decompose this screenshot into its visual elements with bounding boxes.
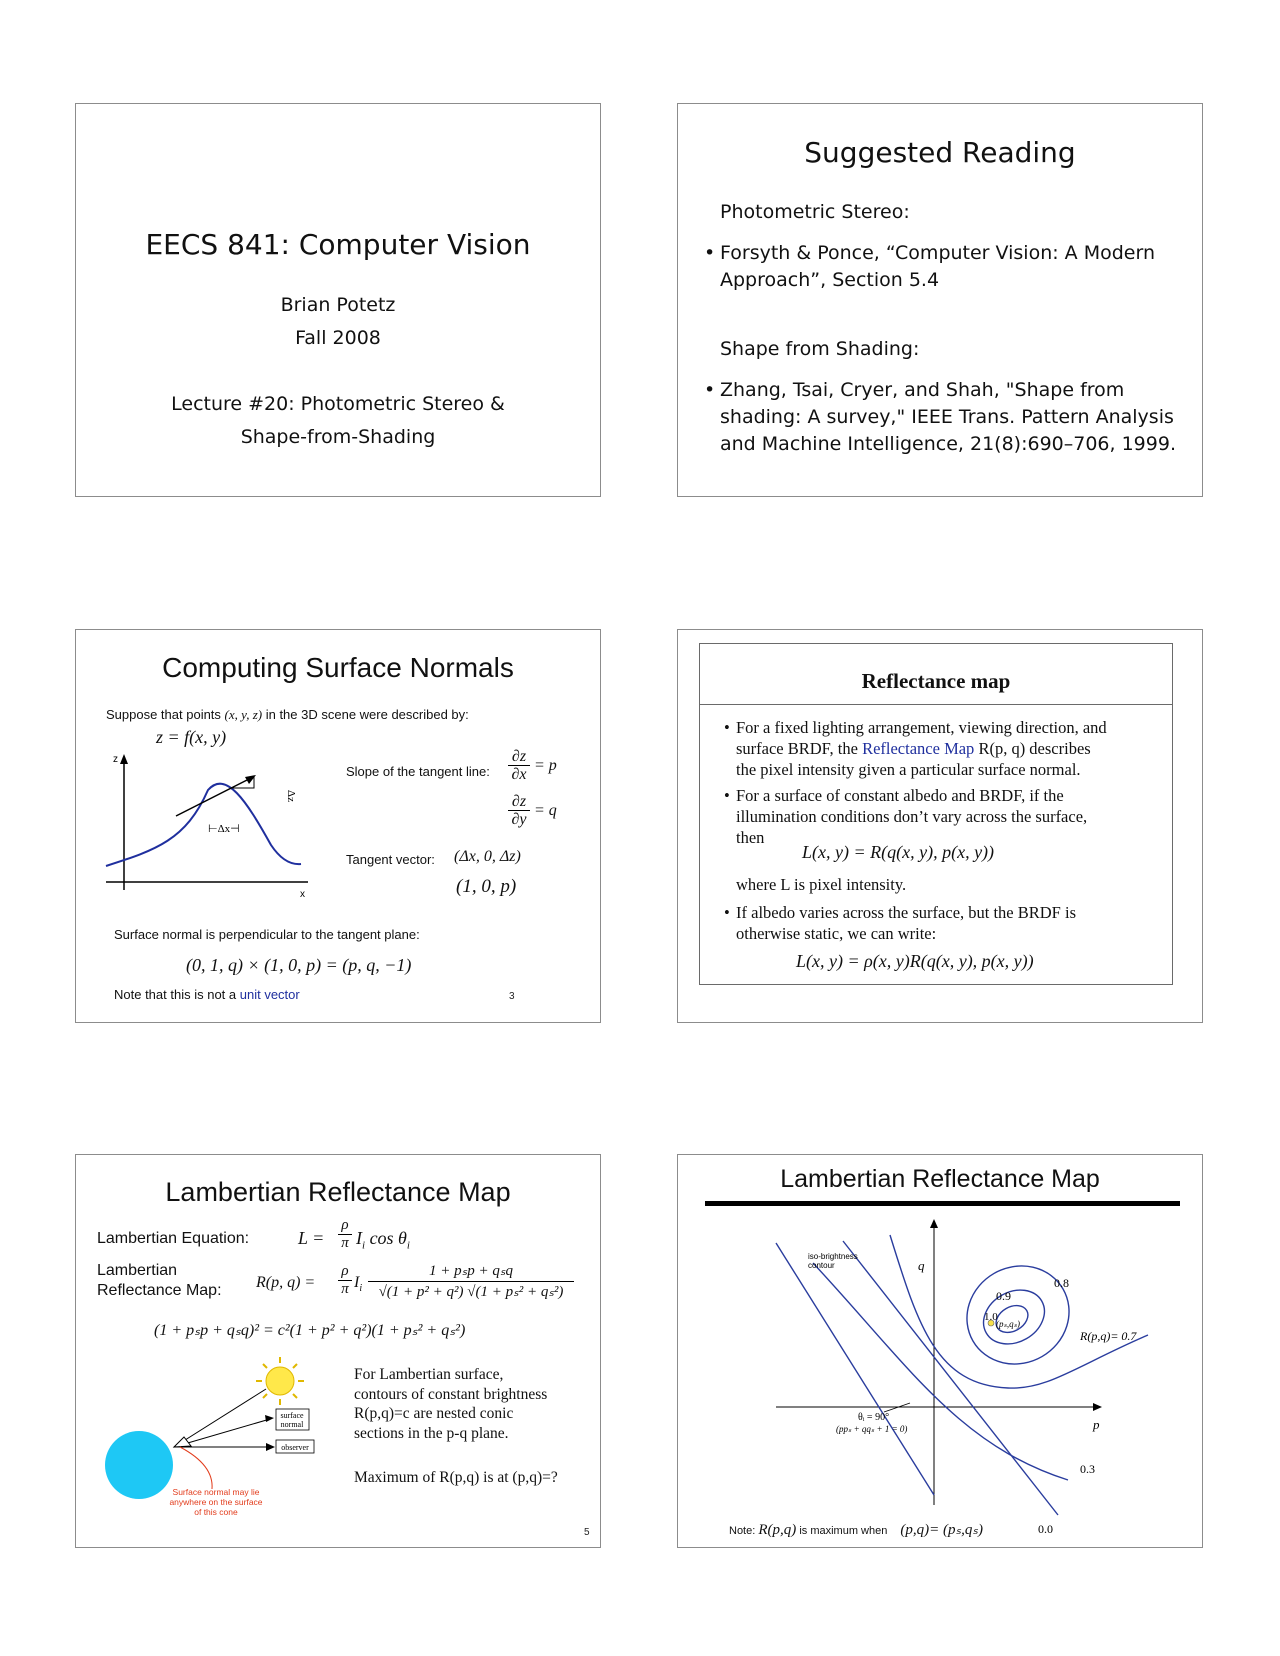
delta-z-label: Δz: [285, 790, 297, 802]
eq-1: L(x, y) = R(q(x, y), p(x, y)): [802, 842, 995, 862]
label-10: 1.0: [984, 1311, 998, 1323]
cross-product-eq: (0, 1, q) × (1, 0, p) = (p, q, −1): [186, 955, 412, 975]
conic-eq: (1 + pₛp + qₛq)² = c²(1 + p² + q²)(1 + pₛ² + qₛ²): [154, 1322, 466, 1339]
slide-heading: Lambertian Reflectance Map: [780, 1165, 1100, 1193]
section-photometric: Photometric Stereo:: [720, 201, 910, 223]
note: [114, 987, 300, 1002]
para-line: R(p,q)=c are nested conic: [354, 1405, 514, 1422]
bullet-line: • Forsyth & Ponce, “Computer Vision: A Modern: [720, 242, 1156, 264]
frac-rho-pi-2: [338, 1263, 352, 1298]
frac-den: π: [338, 1280, 352, 1298]
observer-arrowhead: [266, 1443, 275, 1451]
sun-icon: [256, 1357, 304, 1405]
q-label: q: [918, 1258, 925, 1273]
light-ray: [174, 1389, 266, 1447]
slide-title: [75, 103, 601, 497]
lam-eq-lhs: L =: [298, 1228, 325, 1248]
iso-label-2: contour: [808, 1261, 835, 1270]
note-d: (p,q)= (pₛ,qₛ): [900, 1522, 983, 1538]
bullet-line: [736, 738, 1176, 759]
bullet-1: [724, 717, 1176, 780]
frac-dzdx: [508, 748, 530, 783]
intro-b: in the 3D scene were described by:: [265, 707, 469, 722]
slide-lambertian-2: [677, 1154, 1203, 1548]
label-00: 0.0: [1038, 1522, 1053, 1536]
bullet-2: [724, 785, 1176, 848]
bullet-line: • If albedo varies across the surface, but the BRDF is: [736, 903, 1076, 922]
frac-den: π: [338, 1234, 352, 1252]
content-box: [699, 643, 1173, 985]
i-term: I: [356, 1228, 362, 1248]
slide-lambertian-1: [75, 1154, 601, 1548]
course-title: EECS 841: Computer Vision: [145, 228, 531, 261]
frac-num: ∂z: [511, 793, 527, 810]
para-line: contours of constant brightness: [354, 1385, 548, 1403]
label-08: 0.8: [1054, 1276, 1069, 1290]
bullet-line: shading: A survey," IEEE Trans. Pattern Analysis: [720, 406, 1174, 428]
note-b: unit vector: [239, 987, 300, 1002]
normal-label: Surface normal is perpendicular to the tangent plane:: [114, 927, 420, 942]
bottom-note: [729, 1520, 983, 1539]
bullet-line: • For a surface of constant albedo and BRDF, if the: [736, 786, 1064, 805]
reading-bullet-1: [704, 240, 1190, 294]
p-label: p: [1093, 1417, 1100, 1432]
frac-dzdy: [508, 793, 530, 828]
r-label: R(p,q)= 0.7: [1080, 1329, 1137, 1343]
normal-arrowhead: [265, 1415, 274, 1422]
box-heading: Reflectance map: [700, 644, 1172, 705]
maximum-question: Maximum of R(p,q) is at (p,q)=?: [354, 1469, 558, 1486]
term: Fall 2008: [295, 327, 381, 349]
axis-z-label: z: [113, 754, 118, 765]
cos-term: cos θ: [369, 1228, 407, 1248]
contour-03: [813, 1263, 1068, 1480]
slide-suggested-reading: [677, 103, 1203, 497]
frac-num: 1 + pₛp + qₛq: [429, 1263, 513, 1279]
slope-label: Slope of the tangent line:: [346, 764, 490, 779]
contour-0: [843, 1241, 1058, 1515]
slide-heading: Suggested Reading: [804, 136, 1076, 169]
theta-label: θᵢ = 90°: [858, 1412, 890, 1423]
iso-label-1: iso-brightness: [808, 1252, 858, 1261]
text: R(p, q) describes: [978, 739, 1091, 758]
bullet-line: • Zhang, Tsai, Cryer, and Shah, "Shape from: [720, 379, 1125, 401]
label-line: Reflectance Map:: [97, 1282, 222, 1299]
cone-note-3: of this cone: [194, 1507, 238, 1517]
page-number: 5: [584, 1527, 590, 1538]
bullet-line: Approach”, Section 5.4: [720, 269, 940, 291]
cone-shape: [174, 1437, 191, 1447]
text: surface BRDF, the: [736, 739, 858, 758]
cone-pointer: [180, 1447, 212, 1489]
heading-rule: [705, 1201, 1180, 1206]
label-observer: observer: [281, 1443, 309, 1452]
contour-07: [890, 1235, 1148, 1388]
where-text: where L is pixel intensity.: [736, 875, 907, 894]
cone-note-1: Surface normal may lie: [172, 1487, 260, 1497]
p-arrowhead: [1093, 1403, 1102, 1411]
tangent-diagram: [96, 750, 326, 900]
note-c: is maximum when: [799, 1525, 888, 1537]
reading-bullet-2: [704, 377, 1190, 458]
iso-contours: [813, 1235, 1148, 1515]
delta-x-label: ⊢Δx⊣: [208, 823, 240, 835]
page-number: 3: [509, 991, 515, 1002]
theta-90-line: [776, 1243, 934, 1495]
intro-a: Suppose that points: [106, 707, 221, 722]
lecture-line-1: Lecture #20: Photometric Stereo &: [171, 393, 505, 415]
bullet-line: otherwise static, we can write:: [736, 924, 937, 943]
frac-den: √(1 + p² + q²) √(1 + pₛ² + qₛ²): [368, 1281, 574, 1302]
intro-xyz: (x, y, z): [224, 707, 263, 722]
frac-num: ∂z: [511, 748, 527, 765]
conic-paragraph: [354, 1365, 547, 1443]
eq-p: = p: [534, 757, 557, 774]
author: Brian Potetz: [280, 294, 396, 316]
tangent-vector: (Δx, 0, Δz): [454, 848, 521, 865]
bullet-3: [724, 902, 1176, 944]
slide-heading: Computing Surface Normals: [162, 652, 514, 683]
bullet-line: then: [736, 828, 765, 847]
frac-num: ρ: [341, 1263, 349, 1279]
i-term: I: [354, 1274, 360, 1291]
bullet-line: the pixel intensity given a particular surface normal.: [736, 760, 1081, 779]
map-frac: [368, 1261, 574, 1302]
intro-text: [106, 707, 469, 723]
label-09: 0.9: [996, 1289, 1011, 1303]
map-label: [97, 1261, 222, 1301]
lam-eq-label: Lambertian Equation:: [97, 1230, 250, 1247]
section-sfs: Shape from Shading:: [720, 338, 920, 360]
frac-den: ∂x: [508, 765, 530, 783]
q-arrowhead: [930, 1219, 938, 1228]
note-b: R(p,q): [758, 1522, 797, 1538]
map-lhs: R(p, q) =: [256, 1274, 316, 1291]
note-a: Note:: [729, 1525, 756, 1537]
tangent-vector-2: (1, 0, p): [456, 876, 517, 897]
label-03: 0.3: [1080, 1462, 1095, 1476]
ps-qs-label: (pₛ,qₛ): [996, 1319, 1020, 1329]
slide-reflectance-map: [677, 629, 1203, 1023]
theta-eq-label: (ppₛ + qqₛ + 1 = 0): [836, 1424, 908, 1434]
tangent-label: Tangent vector:: [346, 852, 435, 867]
reflectance-map-link: Reflectance Map: [862, 739, 975, 758]
axis-x-label: x: [300, 889, 305, 900]
eq-q: = q: [534, 802, 557, 819]
contour-08: [949, 1247, 1087, 1382]
bullet-line: • For a fixed lighting arrangement, viewing direction, and: [736, 718, 1107, 737]
eq-2: L(x, y) = ρ(x, y)R(q(x, y), p(x, y)): [796, 951, 1034, 971]
para-line: For Lambertian surface,: [354, 1366, 504, 1383]
label-line: Lambertian: [97, 1262, 178, 1279]
label-surface: surface: [280, 1411, 304, 1420]
label-normal: normal: [280, 1420, 304, 1429]
z-arrowhead: [120, 754, 128, 764]
cone-diagram: [94, 1353, 334, 1528]
note-a: Note that this is not a: [114, 987, 237, 1002]
frac-den: ∂y: [508, 810, 530, 828]
surface-curve: [106, 784, 301, 866]
para-line: sections in the p-q plane.: [354, 1424, 509, 1442]
eq-z: z = f(x, y): [156, 727, 227, 747]
lecture-line-2: Shape-from-Shading: [240, 426, 436, 448]
sphere: [105, 1431, 173, 1499]
slide-surface-normals: [75, 629, 601, 1023]
lam-eq-rhs: $I_i$ $\cos \theta_i$: [356, 1228, 410, 1252]
map-i: $I_i$: [354, 1274, 363, 1295]
slide-heading: Lambertian Reflectance Map: [165, 1177, 511, 1207]
frac-num: ρ: [341, 1217, 349, 1233]
bullet-line: illumination conditions don’t vary across the surface,: [736, 807, 1088, 826]
cone-note-2: anywhere on the surface: [169, 1497, 263, 1507]
frac-rho-pi: [338, 1217, 352, 1252]
bullet-line: and Machine Intelligence, 21(8):690–706, 1999.: [720, 433, 1176, 455]
